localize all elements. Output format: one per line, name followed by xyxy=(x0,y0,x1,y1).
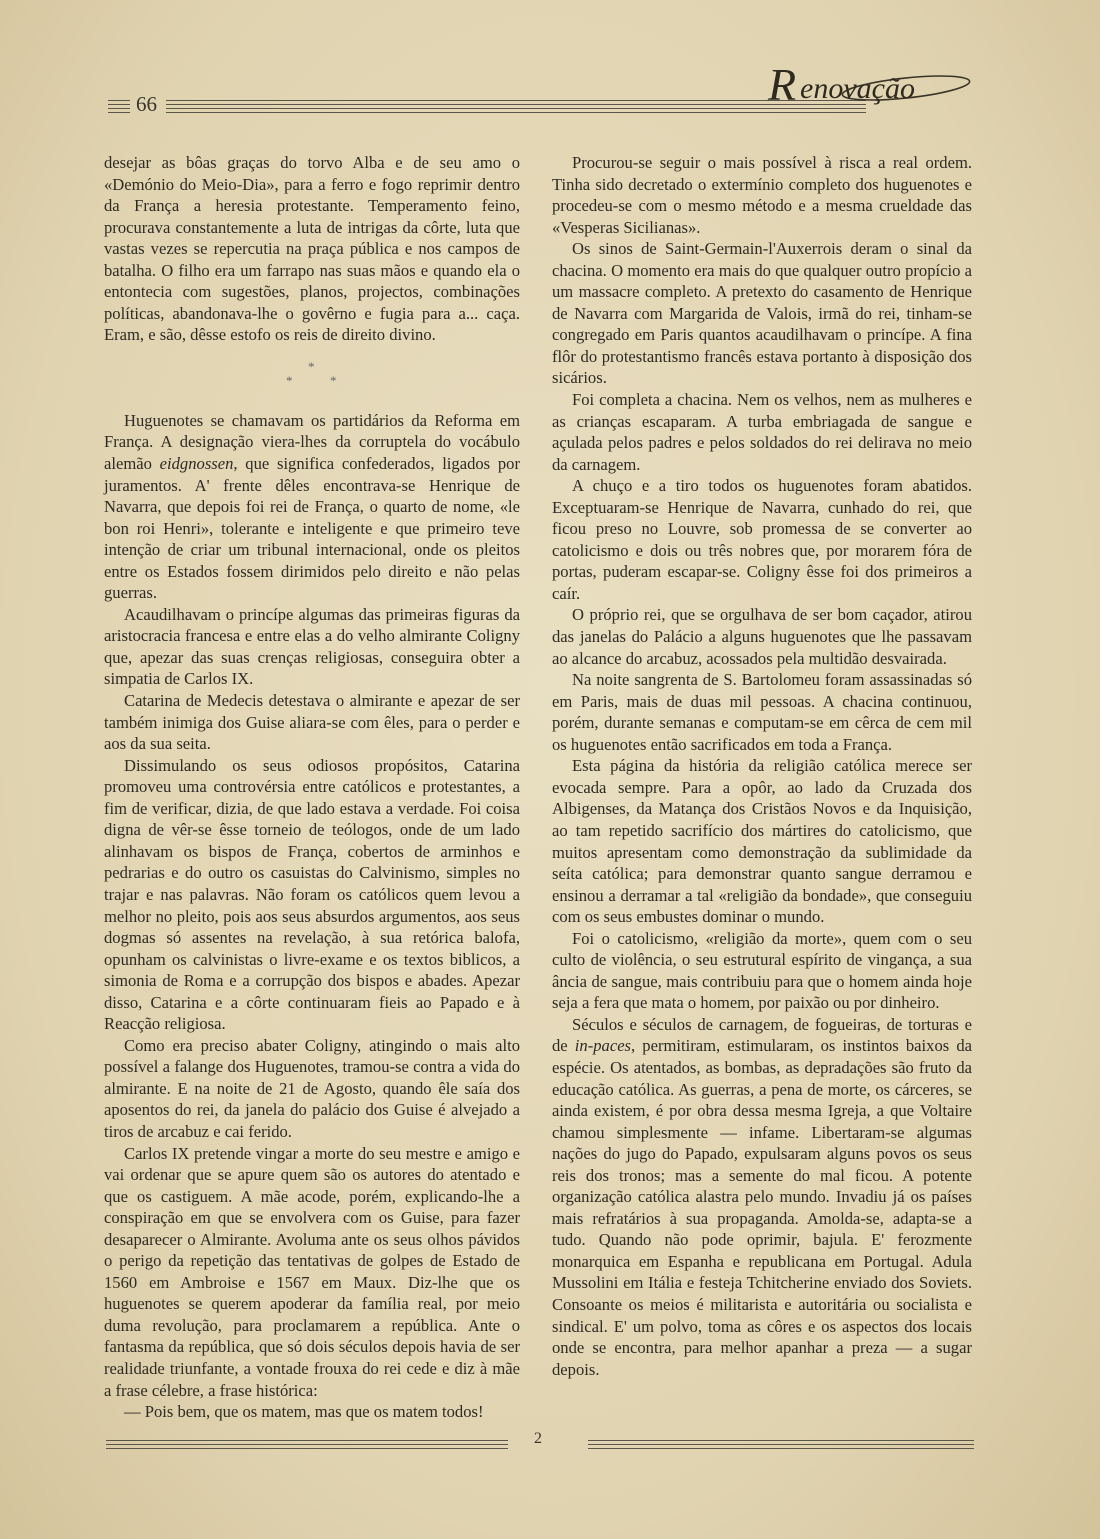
italic-word: in-paces xyxy=(574,1036,632,1056)
paragraph: Foi completa a chacina. Nem os velhos, nem as mulheres e as crianças escaparam. A turba embriagada de sangue e açulada pelos padres e pelos soldados do rei delirava no meio da carnagem. xyxy=(552,390,972,474)
paragraph: Catarina de Medecis detestava o almirante e apezar de ser também inimiga dos Guise aliara-se com êles, para o perder e aos da sua seita. xyxy=(104,691,520,754)
paragraph: Como era preciso abater Coligny, atingindo o mais alto possível a falange dos Huguenotes, tramou-se contra a vida do almirante. E na noite de 21 de Agosto, quando êle saía dos aposentos do rei, da janela do palácio dos Guise é alvejado a tiros de arcabuz e cai ferido. xyxy=(104,1035,520,1141)
page-number: 66 xyxy=(136,92,157,116)
paragraph: Na noite sangrenta de S. Bartolomeu foram assassinadas só em Paris, mais de duas mil pessoas. A chacina continuou, porém, durante semanas e computam-se em cêrca de cem mil os huguenotes então sacrificados em toda a França. xyxy=(552,670,972,754)
paragraph: Carlos IX pretende vingar a morte do seu mestre e amigo e vai ordenar que se apure quem são os autores do atentado e que os castiguem. A mãe acode, porém, explicando-lhe a conspiração em que se envolvera com os Guise, para fazer desaparecer o Almirante. Avoluma ante os seus olhos pávidos o perigo da repetição das tentativas de golpes de Estado de 1560 em Ambroise e 1567 em Maux. Diz-lhe que os huguenotes se querem apoderar da família real, por meio duma revolução, para proclamarem a república. Ante o fantasma da república, que só dois séculos depois havia de ser realidade triunfante, a vontade frouxa do rei cede e diz à mãe a frase célebre, a frase histórica: xyxy=(104,1143,520,1400)
paragraph: Procurou-se seguir o mais possível à risca a real ordem. Tinha sido decretado o extermínio completo dos huguenotes e procedeu-se com o mesmo método e a mesma crueldade das «Vesperas Sicilianas». xyxy=(552,153,972,237)
footer-rule-right xyxy=(588,1440,974,1452)
paragraph: Os sinos de Saint-Germain-l'Auxerrois deram o sinal da chacina. O momento era mais do que qualquer outro propício a um massacre completo. A pretexto do casamento de Henrique de Navarra com Margarida de Valois, irmã do rei, tinham-se congregado em Paris quantos acaudilhavam o princípe. A fina flôr do protestantismo francês estava portanto à disposição dos sicários. xyxy=(552,239,972,388)
masthead-logo xyxy=(756,52,976,132)
right-column xyxy=(552,152,972,1380)
header-rule-left xyxy=(108,100,130,116)
paragraph: Dissimulando os seus odiosos propósitos, Catarina promoveu uma controvérsia entre católicos e protestantes, a fim de verificar, dizia, de que lado estava a verdade. Foi coisa digna de vêr-se êsse torneio de teólogos, onde de um lado alinhavam os bispos de França, cobertos de arminhos e pedrarias e do outro os casuistas do Calvinismo, simples no trajar e nas palavras. Não foram os católicos quem levou a melhor no pleito, pois aos seus absurdos argumentos, aos seus dogmas só assentes na revelação, à sua retórica balofa, opunham os calvinistas o livre-exame e os textos biblicos, a simonia de Roma e a corrupção dos bispos e abades. Apezar disso, Catarina e a côrte continuaram fieis ao Papado e à Reacção religiosa. xyxy=(104,755,520,1034)
paragraph: Acaudilhavam o princípe algumas das primeiras figuras da aristocracia francesa e entre elas a do velho almirante Coligny que, apezar das suas crenças religiosas, conseguira obter a simpatia de Carlos IX. xyxy=(104,604,520,689)
section-break-asterism xyxy=(104,346,520,410)
paragraph: Foi o catolicismo, «religião da morte», quem com o seu culto de violência, o seu estrutural espírito de vingança, a sua ância de sangue, mais contribuiu para que o homem ainda hoje seja a fera que mata o homem, por paixão ou por dinheiro. xyxy=(552,928,972,1013)
svg-text:R: R xyxy=(768,59,797,110)
italic-word: eidgnossen xyxy=(159,454,234,474)
paragraph: Esta página da história da religião católica merece ser evocada sempre. Para a opôr, ao lado da Cruzada dos Albigenses, da Matança dos Cristãos Novos e da Inquisição, ao tam repetido sacrifício dos mártires do catolicismo, que muitos apresentam como demonstração da sublimidade da seíta católica; para demonstrar quanto sangue derramou e ensinou a derramar a tal «religião da bondade», que conseguiu com os seus embustes dominar o mundo. xyxy=(552,756,972,927)
footer-rule-left xyxy=(106,1440,508,1452)
paragraph xyxy=(104,410,520,604)
left-column xyxy=(104,152,520,1423)
text-run: , que significa confederados, ligados por juramentos. A' frente dêles encontrava-se Henrique de Navarra, que depois foi rei de França, o quarto de nome, «le bon roi Henri», tolerante e inteligente e que primeiro teve intenção de criar um tribunal internacional, onde os pleitos entre os Estados fossem dirimidos pelo direito e não pelas guerras. xyxy=(104,454,520,603)
text-run: , permitiram, estimularam, os instintos baixos da espécie. Os atentados, as bombas, as depradações são fruto da educação católica. As guerras, a pena de morte, os cárceres, se ainda existem, é por obra dessa mesma Igreja, a que Voltaire chamou simplesmente — infame. Libertaram-se algumas nações do jugo do Papado, expulsaram alguns povos os seus reis dos tronos; mas a semente do mal ficou. A potente organização católica alastra pelo mundo. Invadiu já os países mais refratários à sua propaganda. Amolda-se, adapta-se a tudo. Quando não pode oprimir, bajula. E' ferozmente monarquica em Espanha e republicana em Portugal. Adula Mussolini em Itália e festeja Tchitcherine enviado dos Soviets. Consoante os meios é militarista e autoritária ou socialista e sindical. E' um polvo, toma as côres e os aspectos dos locais onde se encontra, para melhor apanhar a preza — a sugar depois. xyxy=(552,1036,972,1379)
paragraph: O próprio rei, que se orgulhava de ser bom caçador, atirou das janelas do Palácio a alguns huguenotes que lhe passavam ao alcance do arcabuz, acossados pela multidão desvairada. xyxy=(552,605,972,668)
paragraph: — Pois bem, que os matem, mas que os matem todos! xyxy=(124,1402,484,1422)
asterisk: * xyxy=(330,372,337,388)
page-header xyxy=(108,59,968,130)
text-run: Séculos e séculos de carnagem, de fogueiras, de torturas e de xyxy=(552,1014,972,1056)
asterisk: * xyxy=(308,358,315,374)
paragraph: A chuço e a tiro todos os huguenotes foram abatidos. Exceptuaram-se Henrique de Navarra, cunhado do rei, que ficou preso no Louvre, sob promessa de se converter ao catolicismo e dois ou três nobres que, por morarem fóra de portas, puderam escapar-se. Coligny êsse foi dos primeiros a caír. xyxy=(552,476,972,603)
asterisk: * xyxy=(286,372,293,388)
text-run: Huguenotes se chamavam os partidários da Reforma em França. A designação viera-lhes da corruptela do vocábulo alemão xyxy=(104,410,520,474)
svg-text:enovação: enovação xyxy=(800,72,915,105)
signature-number: 2 xyxy=(534,1430,542,1447)
paragraph xyxy=(552,1014,972,1380)
paragraph: desejar as bôas graças do torvo Alba e de seu amo o «Demónio do Meio-Dia», para a ferro e fogo reprimir dentro da França a heresia protestante. Temperamento feino, procurava constantemente a luta de intrigas da côrte, luta que vastas vezes se repercutia na praça pública e nos campos de batalha. O filho era um farrapo nas suas mãos e quando ela o entontecia com sugestões, planos, projectos, combinações políticas, abandonava-lhe o govêrno e fugia para a... caça. Eram, e são, dêsse estofo os reis de direito divino. xyxy=(104,153,520,345)
